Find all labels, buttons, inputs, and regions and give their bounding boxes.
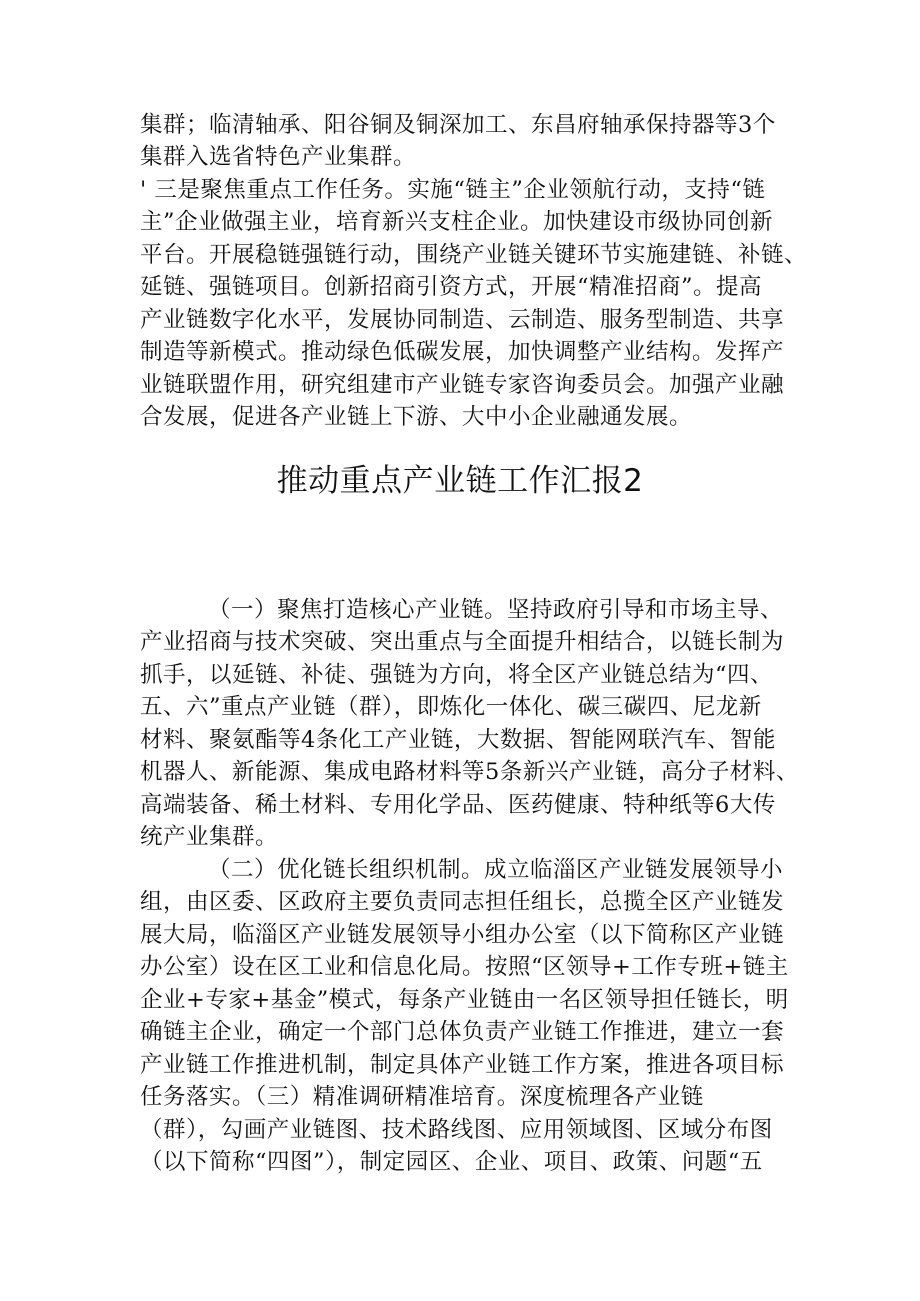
- body-line: 产业招商与技术突破、突出重点与全面提升相结合，以链长制为: [140, 629, 785, 655]
- body-line: 任务落实。（三）精准调研精准培育。深度梳理各产业链: [140, 1084, 704, 1110]
- body-line: 五、六”重点产业链（群），即炼化一体化、碳三碳四、尼龙新: [140, 694, 762, 720]
- body-line: （以下简称“四图”），制定园区、企业、项目、政策、问题“五: [140, 1149, 763, 1175]
- body-line: 平台。开展稳链强链行动，围绕产业链关键环节实施建链、补链、: [140, 242, 808, 268]
- body-line: ' 三是聚焦重点工作任务。实施“链主”企业领航行动，支持“链: [140, 177, 766, 203]
- body-line: 材料、聚氨酯等4条化工产业链，大数据、智能网联汽车、智能: [140, 727, 776, 753]
- body-line: 业链联盟作用，研究组建市产业链专家咨询委员会。加强产业融: [140, 372, 785, 398]
- body-line: 制造等新模式。推动绿色低碳发展，加快调整产业结构。发挥产: [140, 339, 785, 365]
- body-line: （群），勾画产业链图、技术路线图、应用领域图、区域分布图: [140, 1117, 773, 1143]
- body-line: 办公室）设在区工业和信息化局。按照“区领导+工作专班+链主: [140, 954, 789, 980]
- body-line: 合发展，促进各产业链上下游、大中小企业融通发展。: [140, 404, 693, 430]
- body-line: 确链主企业，确定一个部门总体负责产业链工作推进，建立一套: [140, 1019, 785, 1045]
- body-line: 产业链数字化水平，发展协同制造、云制造、服务型制造、共享: [140, 307, 785, 333]
- body-line: 主”企业做强主业，培育新兴支柱企业。加快建设市级协同创新: [140, 209, 774, 235]
- body-line: 抓手，以延链、补徒、强链为方向，将全区产业链总结为“四、: [140, 662, 774, 688]
- body-line: 集群入选省特色产业集群。: [140, 144, 417, 170]
- body-line: （一）聚焦打造核心产业链。坚持政府引导和市场主导、: [208, 597, 784, 623]
- body-line: （二）优化链长组织机制。成立临淄区产业链发展领导小: [208, 857, 784, 883]
- body-line: 统产业集群。: [140, 824, 279, 850]
- body-line: 产业链工作推进机制，制定具体产业链工作方案，推进各项目标: [140, 1052, 785, 1078]
- body-line: 延链、强链项目。创新招商引资方式，开展“精准招商”。提高: [140, 274, 763, 300]
- body-line: 机器人、新能源、集成电路材料等5条新兴产业链，高分子材料、: [140, 759, 799, 785]
- body-line: 展大局，临淄区产业链发展领导小组办公室（以下简称区产业链: [140, 922, 785, 948]
- body-line: 高端装备、稀土材料、专用化学品、医药健康、特种纸等6大传: [140, 792, 776, 818]
- body-line: 组，由区委、区政府主要负责同志担任组长，总揽全区产业链发: [140, 889, 785, 915]
- document-title: 推动重点产业链工作汇报2: [276, 463, 644, 499]
- body-line: 集群；临清轴承、阳谷铜及铜深加工、东昌府轴承保持器等3个: [140, 112, 776, 138]
- body-line: 企业+专家+基金”模式，每条产业链由一名区领导担任链长，明: [140, 987, 789, 1013]
